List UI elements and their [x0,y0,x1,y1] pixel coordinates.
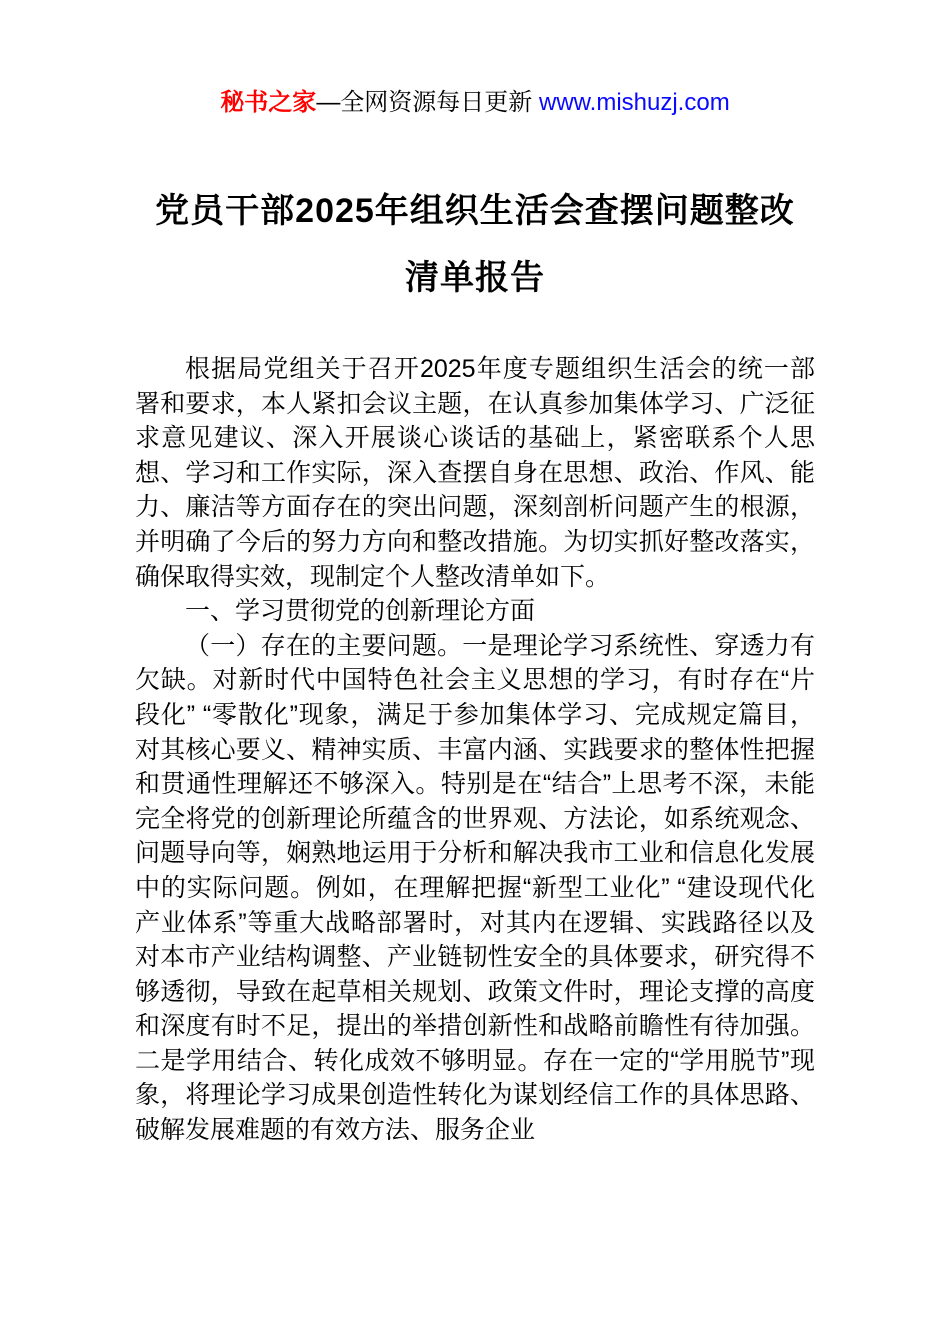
title-line-2: 清单报告 [405,259,545,297]
document-title [135,178,815,312]
site-brand: 秘书之家 [220,89,317,116]
body-paragraph-intro: 根据局党组关于召开2025年度专题组织生活会的统一部署和要求，本人紧扣会议主题，在认真参加集体学习、广泛征求意见建议、深入开展谈心谈话的基础上，紧密联系个人思想、学习和工作实际，深入查摆自身在思想、政治、作风、能力、廉洁等方面存在的突出问题，深刻剖析问题产生的根源，并明确了今后的努力方向和整改措施。为切实抓好整改落实，确保取得实效，现制定个人整改清单如下。 [135,355,815,591]
site-tagline: —全网资源每日更新 [316,89,539,116]
title-line-1: 党员干部2025年组织生活会查摆问题整改 [155,192,795,230]
site-url-link[interactable]: www.mishuzj.com [538,89,730,116]
document-body [135,352,815,1148]
body-paragraph-problems: （一）存在的主要问题。一是理论学习系统性、穿透力有欠缺。对新时代中国特色社会主义思想的学习，有时存在“片段化” “零散化”现象，满足于参加集体学习、完成规定篇目，对其核心要义、精神实质、丰富内涵、实践要求的整体性把握和贯通性理解还不够深入。特别是在“结合”上思考不深，未能完全将党的创新理论所蕴含的世界观、方法论，如系统观念、问题导向等，娴熟地运用于分析和解决我市工业和信息化发展中的实际问题。例如，在理解把握“新型工业化” “建设现代化产业体系”等重大战略部署时，对其内在逻辑、实践路径以及对本市产业结构调整、产业链韧性安全的具体要求，研究得不够透彻，导致在起草相关规划、政策文件时，理论支撑的高度和深度有时不足，提出的举措创新性和战略前瞻性有待加强。二是学用结合、转化成效不够明显。存在一定的“学用脱节”现象，将理论学习成果创造性转化为谋划经信工作的具体思路、破解发展难题的有效方法、服务企业 [135,631,815,1145]
section-heading: 一、学习贯彻党的创新理论方面 [185,597,536,626]
site-header [0,88,950,118]
